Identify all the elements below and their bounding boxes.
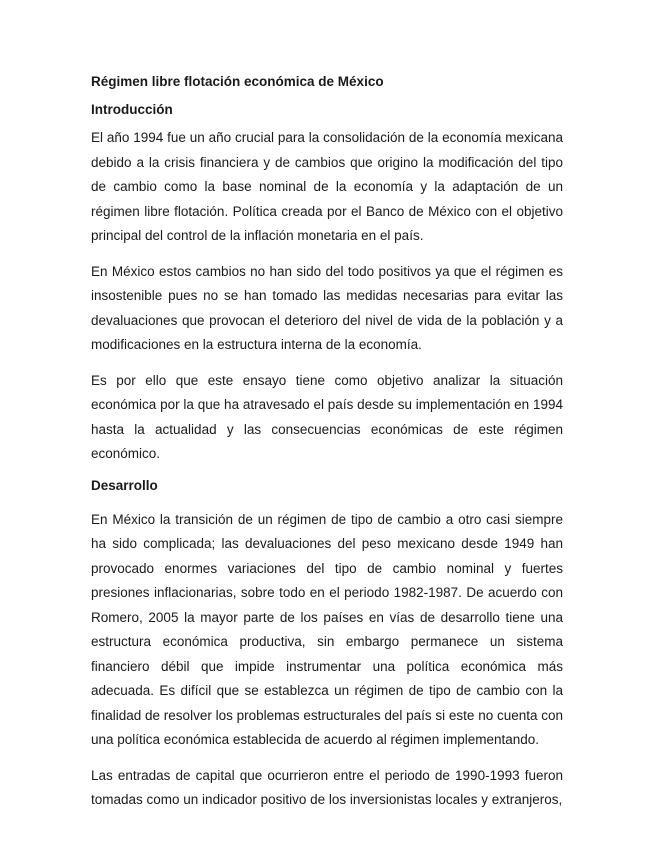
paragraph: En México estos cambios no han sido del todo positivos ya que el régimen es insostenible pues no se han tomado las medidas necesarias para evitar las devaluaciones que provocan el deterioro del nivel de vida de la población y a modificaciones en la estructura interna de la economía. xyxy=(91,263,563,352)
paragraph: En México la transición de un régimen de tipo de cambio a otro casi siempre ha sido complicada; las devaluaciones del peso mexicano desde 1949 han provocado enormes variaciones del tipo de cambio nominal y fuertes presiones inflacionarias, sobre todo en el periodo 1982-1987. De acuerdo con Romero, 2005 la mayor parte de los países en vías de desarrollo tiene una estructura económica productiva, sin embargo permanece un sistema financiero débil que impide instrumentar una política económica más adecuada. Es difícil que se establezca un régimen de tipo de cambio con la finalidad de resolver los problemas estructurales del país si este no cuenta con una política económica establecida de acuerdo al régimen implementando. xyxy=(91,511,564,747)
section-heading-desarrollo: Desarrollo xyxy=(91,477,158,493)
paragraph: El año 1994 fue un año crucial para la consolidación de la economía mexicana debido a la crisis financiera y de cambios que origino la modificación del tipo de cambio como la base nominal de la economía y la adaptación de un régimen libre flotación. Política creada por el Banco de México con el objetivo principal del control de la inflación monetaria en el país. xyxy=(91,130,563,243)
document-body xyxy=(91,72,563,824)
paragraph: Las entradas de capital que ocurrieron entre el periodo de 1990-1993 fueron tomadas como un indicador positivo de los inversionistas locales y extranjeros, xyxy=(91,767,563,807)
paragraph: Es por ello que este ensayo tiene como objetivo analizar la situación económica por la que ha atravesado el país desde su implementación en 1994 hasta la actualidad y las consecuencias económicas de este régimen económico. xyxy=(91,372,563,461)
section-heading-introduccion: Introducción xyxy=(91,102,173,117)
document-title: Régimen libre flotación económica de México xyxy=(91,74,384,89)
